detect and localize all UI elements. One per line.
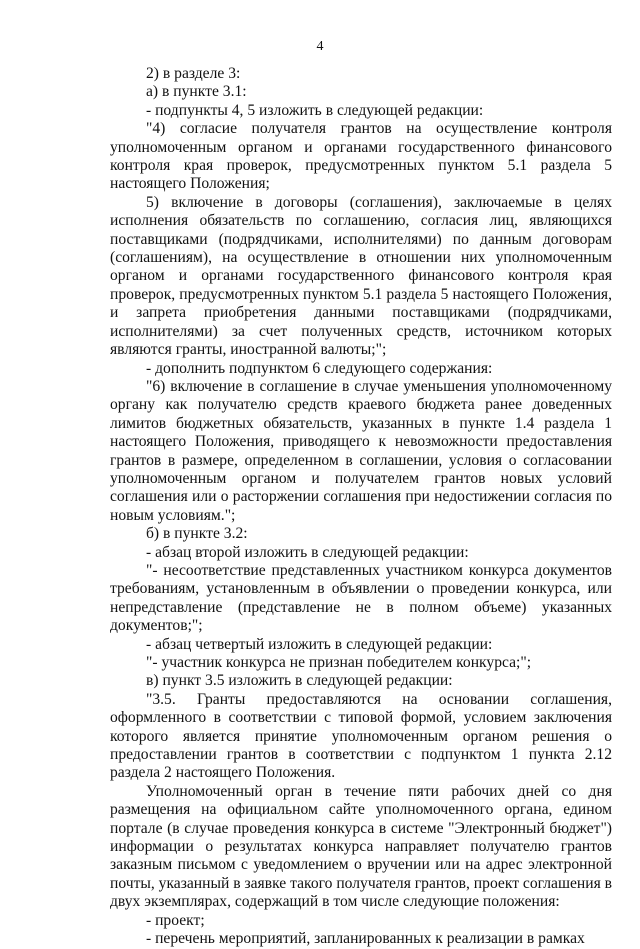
paragraph: "6) включение в соглашение в случае уменьшения уполномоченному органу как получателю средств краевого бюджета ранее доведенных лимитов бюджетных обязательств, указанных в пункте 1.4 раздела 1 настоящего Положения, приводящего к невозможности предоставления грантов в размере, определенном в соглашении, условия о согласовании уполномоченным органом и получателем грантов новых условий соглашения или о расторжении соглашения при недостижении согласия по новым условиям."; bbox=[110, 377, 612, 524]
paragraph: - абзац второй изложить в следующей редакции: bbox=[146, 543, 469, 561]
paragraph: "- несоответствие представленных участником конкурса документов требованиям, установленным в объявлении о проведении конкурса, или непредставление (представление не в полном объеме) указанных документов;"; bbox=[110, 561, 612, 635]
paragraph: - проект; bbox=[146, 911, 205, 929]
paragraph: "4) согласие получателя грантов на осуществление контроля уполномоченным органом и органами государственного финансового контроля края проверок, предусмотренных пунктом 5.1 раздела 5 настоящего Положения; bbox=[110, 120, 612, 193]
paragraph: а) в пункте 3.1: bbox=[146, 83, 247, 101]
paragraph: 2) в разделе 3: bbox=[146, 65, 241, 82]
document-body bbox=[110, 65, 612, 949]
paragraph: Уполномоченный орган в течение пяти рабочих дней со дня размещения на официальном сайте уполномоченного органа, едином портале (в случае проведения конкурса в системе "Электронный бюджет") информации о результатах конкурса направляет получателю грантов заказным письмом с уведомлением о вручении или на адрес электронной почты, указанный в заявке такого получателя грантов, проект соглашения в двух экземплярах, содержащий в том числе следующие положения: bbox=[110, 782, 613, 911]
paragraph: в) пункт 3.5 изложить в следующей редакции: bbox=[146, 672, 453, 690]
paragraph: - подпункты 4, 5 изложить в следующей редакции: bbox=[146, 101, 484, 119]
paragraph: б) в пункте 3.2: bbox=[146, 525, 248, 543]
paragraph: "3.5. Гранты предоставляются на основании соглашения, оформленного в соответствии с типовой формой, условием заключения которого является принятие уполномоченным органом решения о предоставлении грантов в соответствии с подпунктом 1 пункта 2.12 раздела 2 настоящего Положения. bbox=[110, 690, 612, 782]
paragraph: "- участник конкурса не признан победителем конкурса;"; bbox=[146, 654, 532, 671]
paragraph: - абзац четвертый изложить в следующей редакции: bbox=[146, 635, 493, 653]
paragraph: 5) включение в договоры (соглашения), заключаемые в целях исполнения обязательств по соглашению, согласия лиц, являющихся поставщиками (подрядчиками, исполнителями) по данным договорам (соглашениям), на осуществление в отношении них уполномоченным органом и органами государственного финансового контроля края проверок, предусмотренных пунктом 5.1 раздела 5 настоящего Положения, и запрета приобретения данными поставщиками (подрядчиками, исполнителями) за счет полученных средств, источником которых являются гранты, иностранной валюты;"; bbox=[110, 193, 612, 359]
page-number: 4 bbox=[316, 39, 324, 54]
paragraph: - перечень мероприятий, запланированных к реализации в рамках bbox=[146, 930, 585, 948]
paragraph: - дополнить подпунктом 6 следующего содержания: bbox=[146, 359, 493, 377]
